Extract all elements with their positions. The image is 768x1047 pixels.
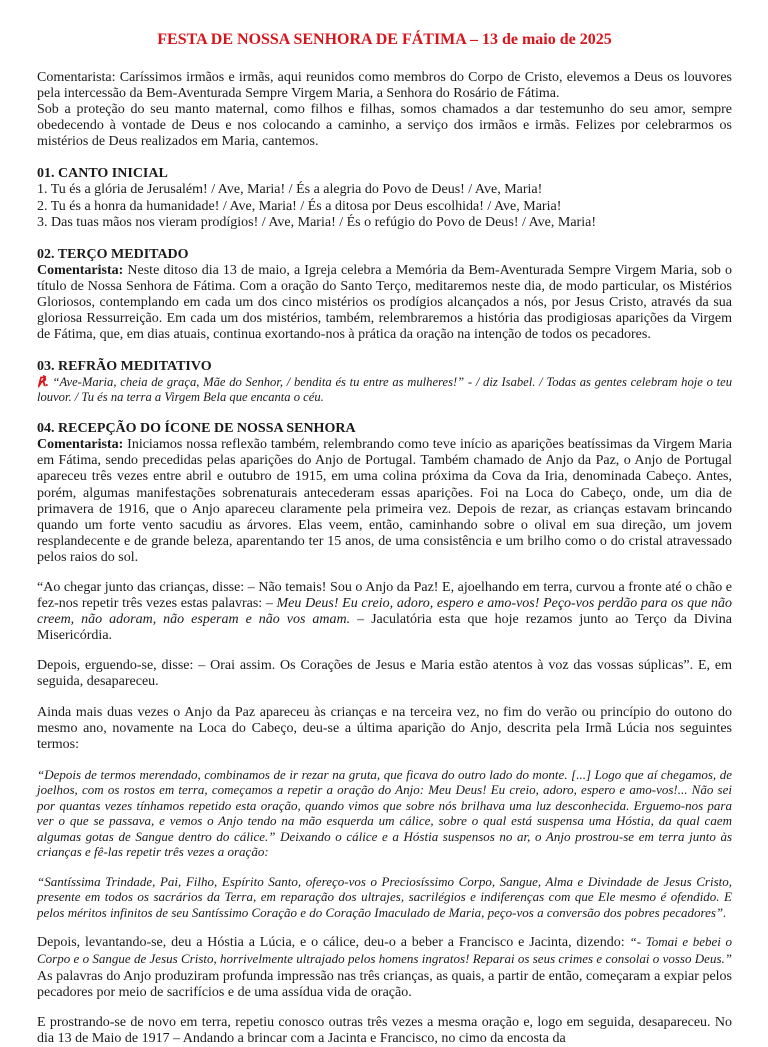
- canto-line-1: 1. Tu és a glória de Jerusalém! / Ave, Maria! / És a alegria do Povo de Deus! / Ave, Maria!: [37, 182, 543, 198]
- recepcao-paragraph-2: [37, 580, 732, 644]
- recepcao-paragraph-4: Ainda mais duas vezes o Anjo da Paz apareceu às crianças e na terceira vez, no fim do verão ou princípio do outono do mesmo ano, novamente na Loca do Cabeço, deu-se a última aparição do Anjo, descrita pela Irmã Lúcia nos seguintes termos:: [37, 704, 732, 752]
- recepcao-paragraph-1: [37, 437, 732, 566]
- recepcao-paragraph-7: [37, 934, 732, 1000]
- section-heading-refrao: 03. REFRÃO MEDITATIVO: [37, 359, 212, 375]
- intro-paragraph-2: Sob a proteção do seu manto maternal, como filhos e filhas, somos chamados a dar testemunho do seu amor, sempre obedecendo à vontade de Deus e nos colocando a caminho, a serviço dos irmãos e irmãs. Felizes por celebrarmos os mistérios de Deus realizados em Maria, cantemos.: [37, 102, 732, 150]
- section-heading-canto: 01. CANTO INICIAL: [37, 166, 168, 182]
- spacer: [37, 405, 732, 421]
- terco-paragraph: [37, 263, 732, 343]
- recepcao-paragraph-8: E prostrando-se de novo em terra, repetiu conosco outras três vezes a mesma oração e, logo em seguida, desapareceu. No dia 13 de Maio de 1917 – Andando a brincar com a Jacinta e Francisco, no cimo da encosta da: [37, 1014, 732, 1046]
- spacer: [37, 231, 732, 247]
- section-heading-recepcao: 04. RECEPÇÃO DO ÍCONE DE NOSSA SENHORA: [37, 421, 356, 437]
- recepcao-text-7c: As palavras do Anjo produziram profunda impressão nas três crianças, as quais, a partir de então, começaram a expiar pelos pecadores por meio de sacrifícios e de uma assídua vida de oração.: [37, 968, 732, 1000]
- spacer: [37, 566, 732, 580]
- spacer: [37, 691, 732, 705]
- refrao-text: “Ave-Maria, cheia de graça, Mãe do Senhor, / bendita és tu entre as mulheres!” - / diz Isabel. / Todas as gentes celebram hoje o teu louvor. / Tu és na terra a Virgem Bela que encanta o céu.: [37, 375, 732, 405]
- spacer: [37, 1001, 732, 1015]
- recepcao-text-2c: – Jaculatória esta que hoje rezamos junto ao Terço da Divina Misericórdia.: [37, 612, 732, 644]
- commentator-label: Comentarista:: [37, 437, 124, 453]
- spacer: [37, 150, 732, 166]
- document-title: FESTA DE NOSSA SENHORA DE FÁTIMA – 13 de maio de 2025: [157, 31, 612, 48]
- canto-line-3: 3. Das tuas mãos nos vieram prodígios! / Ave, Maria! / És o refúgio do Povo de Deus! / Ave, Maria!: [37, 214, 596, 230]
- spacer: [37, 343, 732, 359]
- refrao-paragraph: [37, 375, 732, 405]
- terco-text: Neste ditoso dia 13 de maio, a Igreja celebra a Memória da Bem-Aventurada Sempre Virgem Maria, sob o título de Nossa Senhora de Fátima. Com a oração do Santo Terço, meditaremos neste dia, de modo particular, os Mistérios Gloriosos, contemplando em cada um dos cinco mistérios os prodígios alcançados a nós, por Jesus Cristo, através da sua gloriosa Ressurreição. Em cada um dos mistérios, também, relembraremos a história das prodigiosas aparições da Virgem de Fátima, que, em dias atuais, continua exortando-nos à prática da oração na intenção de todos os pecadores.: [37, 262, 732, 343]
- lucia-quote: “Depois de termos merendado, combinamos de ir rezar na gruta, que ficava do outro lado do monte. [...] Logo que aí chegamos, de joelhos, com os rostos em terra, começamos a repetir a oração do Anjo: Meu Deus! Eu creio, adoro, espero e amo-vos!... Não sei por quantas vezes tínhamos repetido esta oração, quando vimos que sobre nós brilhava uma luz desconhecida. Erguemo-nos para ver o que se passava, e vemos o Anjo tendo na mão esquerda um cálice, sobre o qual está suspensa uma Hóstia, da qual caem algumas gotas de Sangue dentro do cálice.” Deixando o cálice e a Hóstia suspensos no ar, o Anjo prostrou-se em terra junto às crianças e fê-las repetir três vezes a oração:: [37, 766, 732, 860]
- response-symbol: ℟.: [37, 375, 49, 390]
- canto-line-2: 2. Tu és a honra da humanidade! / Ave, Maria! / És a ditosa por Deus escolhida! / Ave, Maria!: [37, 198, 562, 214]
- spacer: [37, 644, 732, 658]
- recepcao-text-7a: Depois, levantando-se, deu a Hóstia a Lúcia, e o cálice, deu-o a beber a Francisco e Jacinta, dizendo:: [37, 935, 630, 951]
- angel-words: “- Tomai e bebei o Corpo e o Sangue de Jesus Cristo, horrivelmente ultrajado pelos homens ingratos! Reparai os seus crimes e consolai o vosso Deus.”: [37, 934, 732, 967]
- jaculatoria-text: – Meu Deus! Eu creio, adoro, espero e amo-vos! Peço-vos perdão para os que não creem, não adoram, não esperam e não vos amam.: [37, 596, 733, 628]
- section-heading-terco: 02. TERÇO MEDITADO: [37, 246, 189, 262]
- spacer: [37, 753, 732, 767]
- commentator-label: Comentarista:: [37, 262, 124, 278]
- recepcao-paragraph-3: Depois, erguendo-se, disse: – Orai assim. Os Corações de Jesus e Maria estão atentos à voz das vossas súplicas”. E, em seguida, desapareceu.: [37, 658, 732, 690]
- intro-paragraph-1: Comentarista: Caríssimos irmãos e irmãs, aqui reunidos como membros do Corpo de Cristo, elevemos a Deus os louvores pela intercessão da Bem-Aventurada Sempre Virgem Maria, a Senhora do Rosário de Fátima.: [37, 70, 732, 102]
- spacer: [37, 920, 732, 934]
- recepcao-text-2a: “Ao chegar junto das crianças, disse: – Não temais! Sou o Anjo da Paz! E, ajoelhando em terra, curvou a fronte até o chão e fez-nos repetir três vezes estas palavras:: [37, 579, 732, 612]
- trinity-prayer: “Santíssima Trindade, Pai, Filho, Espírito Santo, ofereço-vos o Preciosíssimo Corpo, Sangue, Alma e Divindade de Jesus Cristo, presente em todos os sacrários da Terra, em reparação dos ultrajes, sacrilégios e indiferenças com que Ele mesmo é ofendido. E pelos méritos infinitos de seu Santíssimo Coração e do Coração Imaculado de Maria, peço-vos a conversão dos pobres pecadores”.: [37, 873, 732, 920]
- recepcao-text-1: Iniciamos nossa reflexão também, relembrando como teve início as aparições beatíssimas da Virgem Maria em Fátima, sendo precedidas pelas aparições do Anjo de Portugal. Também chamado de Anjo da Paz, o Anjo de Portugal apareceu três vezes entre abril e outubro de 1915, em uma colina próxima da Cova da Iria, denominada Cabeço. Antes, porém, algumas manifestações sobrenaturais antecederam essas aparições. Foi na Loca do Cabeço, onde, um dia de primavera de 1916, que o Anjo apareceu claramente pela primeira vez. Depois de rezar, as crianças estavam brincando quando um forte vento sacudiu as árvores. Elas veem, então, caminhando sobre o olival em sua direção, um jovem resplandecente e de grande beleza, aparentando ter 15 anos, de uma consistência e um brilho como o do cristal atravessado pelos raios do sol.: [37, 437, 732, 565]
- spacer: [37, 860, 732, 874]
